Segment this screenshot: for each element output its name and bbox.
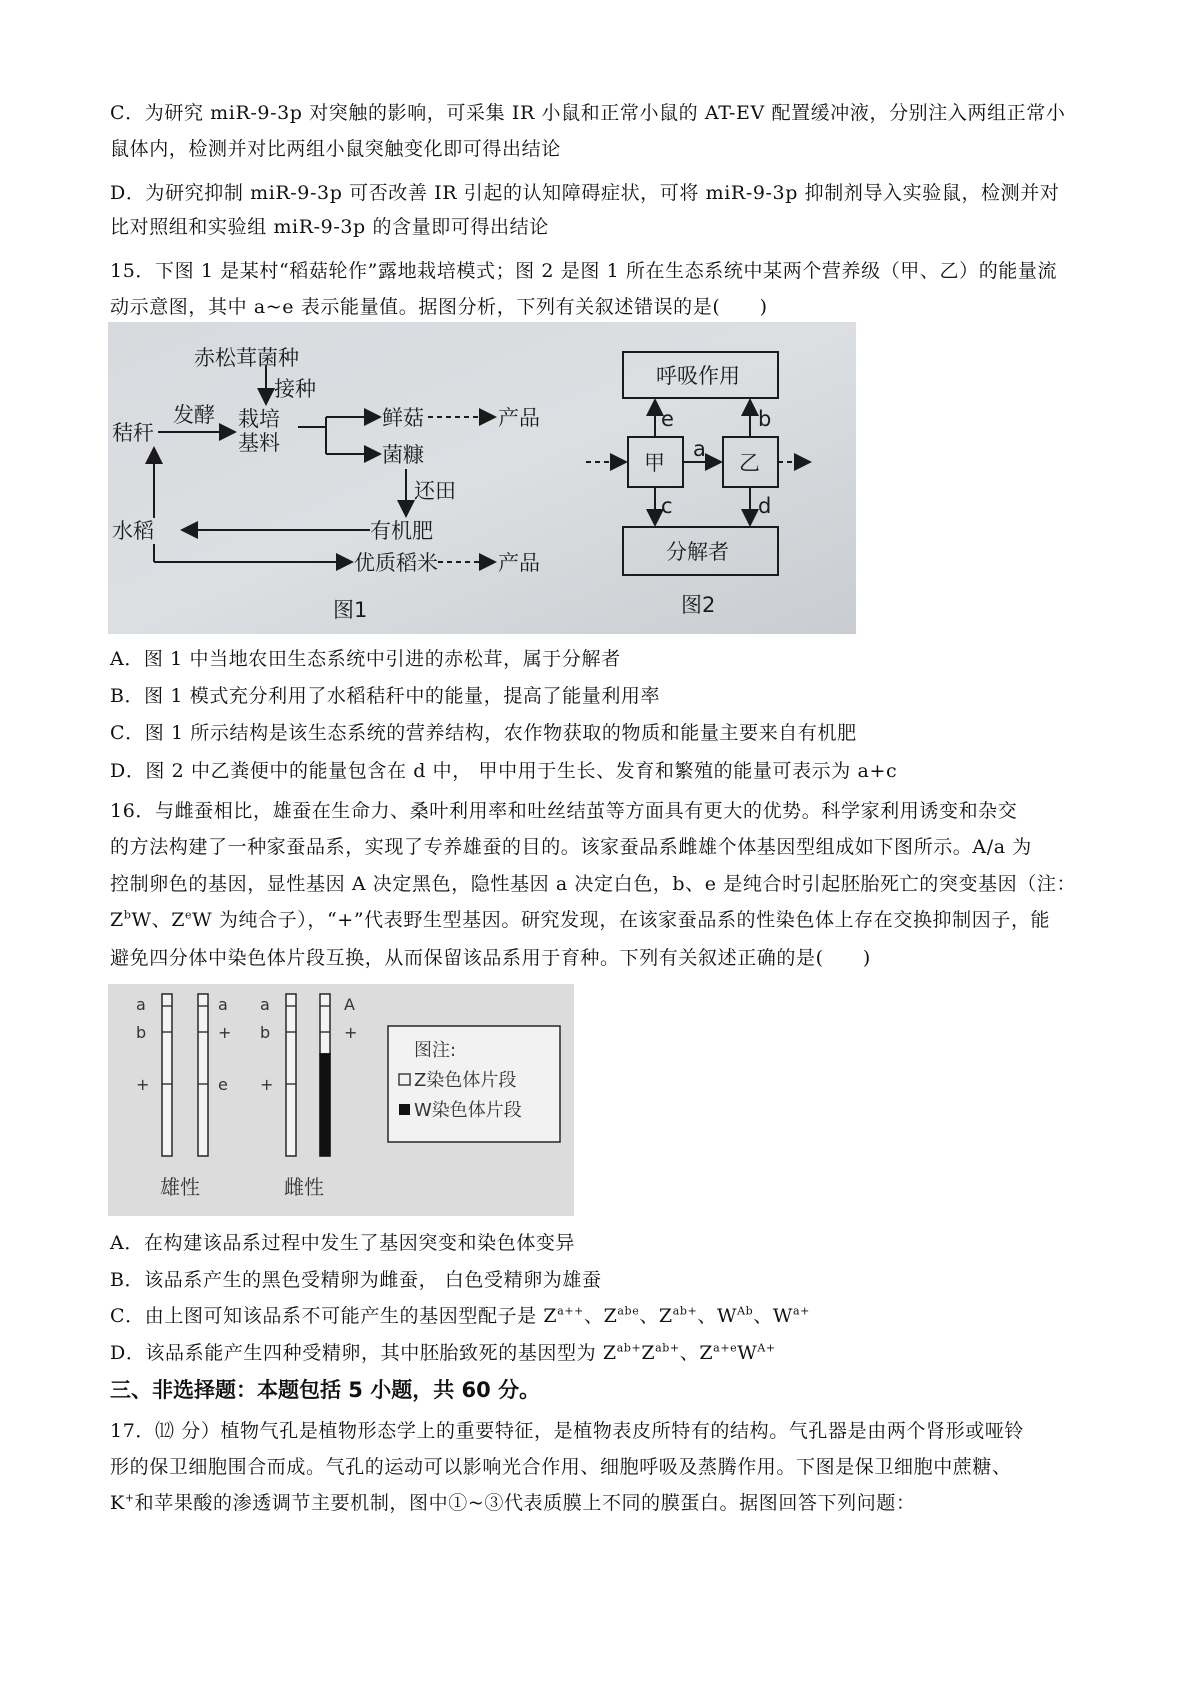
fig2-a-label: a bbox=[693, 437, 706, 461]
q16-stem-line4: $Z^bW$、$Z^eW$ 为纯合子），“+”代表野生型基因。研究发现，在该家蚕品系的性染色体上存在交换抑制因子，能 bbox=[110, 908, 1051, 931]
q16-option-a: A．在构建该品系过程中发生了基因突变和染色体变异 bbox=[110, 1232, 576, 1254]
section-3-heading: 三、非选择题：本题包括 5 小题，共 60 分。 bbox=[110, 1378, 541, 1402]
male-chr2-gene-3: e bbox=[218, 1075, 228, 1094]
fig2-c-label: c bbox=[661, 494, 673, 518]
q15-option-a: A．图 1 中当地农田生态系统中引进的赤松茸，属于分解者 bbox=[110, 648, 621, 670]
fig1-product2-label: 产品 bbox=[498, 551, 540, 575]
legend-z-label: Z染色体片段 bbox=[414, 1070, 517, 1091]
q14-option-d-line1: D．为研究抑制 miR-9-3p 可否改善 IR 引起的认知障碍症状，可将 miR-9-3p 抑制剂导入实验鼠，检测并对 bbox=[110, 182, 1060, 204]
q16-option-d: D．该品系能产生四种受精卵，其中胚胎致死的基因型为 $Z^{ab+}Z^{ab+}$、$Z^{a+e}W^{A+}$ bbox=[110, 1341, 776, 1364]
q16-chromosome-figure bbox=[108, 984, 574, 1216]
fig1-inoculate-label: 接种 bbox=[274, 377, 316, 401]
fig1-straw-label: 秸秆 bbox=[112, 421, 154, 445]
legend-w-swatch bbox=[399, 1104, 410, 1115]
q16-option-c: C．由上图可知该品系不可能产生的基因型配子是 $Z^{a++}$、$Z^{abe}$、$Z^{ab+}$、$W^{Ab}$、$W^{a+}$ bbox=[110, 1304, 810, 1327]
q17-line3: K+和苹果酸的渗透调节主要机制，图中①~③代表质膜上不同的膜蛋白。据图回答下列问题： bbox=[110, 1491, 916, 1514]
fig2-respiration-label: 呼吸作用 bbox=[656, 364, 740, 388]
legend-z-swatch bbox=[399, 1074, 410, 1085]
legend-w-label: W染色体片段 bbox=[414, 1100, 522, 1121]
fig1-caption: 图1 bbox=[333, 598, 368, 622]
fig2-caption: 图2 bbox=[681, 593, 716, 617]
q14-option-c-line2: 鼠体内，检测并对比两组小鼠突触变化即可得出结论 bbox=[110, 138, 561, 160]
q15-option-b: B．图 1 模式充分利用了水稻秸秆中的能量，提高了能量利用率 bbox=[110, 685, 661, 707]
fig1-manure-label: 有机肥 bbox=[370, 519, 433, 543]
q15-figure bbox=[108, 322, 856, 634]
fig1-substrate-label2: 基料 bbox=[238, 431, 280, 455]
q14-option-c-line1: C．为研究 miR-9-3p 对突触的影响，可采集 IR 小鼠和正常小鼠的 AT-EV 配置缓冲液，分别注入两组正常小 bbox=[110, 102, 1066, 124]
female-chr1-gene-1: a bbox=[260, 995, 270, 1014]
q16-option-b: B．该品系产生的黑色受精卵为雌蚕， 白色受精卵为雄蚕 bbox=[110, 1269, 602, 1291]
q16-stem-line1: 16．与雌蚕相比，雄蚕在生命力、桑叶利用率和吐丝结茧等方面具有更大的优势。科学家利用诱变和杂交 bbox=[110, 800, 1018, 822]
female-chr1-gene-3: + bbox=[260, 1075, 274, 1094]
male-chromosome-2 bbox=[198, 994, 208, 1156]
q17-line1: 17．⑿ 分）植物气孔是植物形态学上的重要特征，是植物表皮所特有的结构。气孔器是由两个肾形或哑铃 bbox=[110, 1420, 1025, 1442]
fig2-jia-label: 甲 bbox=[644, 451, 665, 475]
fig1-quality-rice-label: 优质稻米 bbox=[354, 551, 438, 575]
male-chr1-gene-2: b bbox=[136, 1023, 147, 1042]
fig1-substrate-label: 栽培 bbox=[238, 407, 280, 431]
legend-title: 图注: bbox=[414, 1040, 457, 1061]
fig1-ferment-label: 发酵 bbox=[173, 403, 215, 427]
q15-stem-line2: 动示意图，其中 a~e 表示能量值。据图分析，下列有关叙述错误的是( ) bbox=[110, 296, 768, 318]
q17-line2: 形的保卫细胞围合而成。气孔的运动可以影响光合作用、细胞呼吸及蒸腾作用。下图是保卫细胞中蔗糖、 bbox=[110, 1456, 1012, 1478]
male-chr2-gene-2: + bbox=[218, 1023, 232, 1042]
female-chromosome-1 bbox=[286, 994, 296, 1156]
q16-stem-line2: 的方法构建了一种家蚕品系，实现了专养雄蚕的目的。该家蚕品系雌雄个体基因型组成如下图所示。A/a 为 bbox=[110, 836, 1032, 858]
q14-option-d-line2: 比对照组和实验组 miR-9-3p 的含量即可得出结论 bbox=[110, 216, 549, 238]
male-chr1-gene-1: a bbox=[136, 995, 146, 1014]
fig2-decomposer-label: 分解者 bbox=[666, 540, 729, 564]
q15-option-d: D．图 2 中乙粪便中的能量包含在 d 中， 甲中用于生长、发育和繁殖的能量可表示为 a+c bbox=[110, 760, 898, 782]
fig1-return-label: 还田 bbox=[414, 479, 456, 503]
male-label: 雄性 bbox=[160, 1175, 200, 1199]
female-chr1-gene-2: b bbox=[260, 1023, 271, 1042]
female-chr2-gene-2: + bbox=[344, 1023, 358, 1042]
female-label: 雌性 bbox=[284, 1175, 324, 1199]
q16-stem-line5: 避免四分体中染色体片段互换，从而保留该品系用于育种。下列有关叙述正确的是( ) bbox=[110, 947, 871, 969]
female-chromosome-2-z bbox=[320, 994, 330, 1054]
fig1-spawn-label: 赤松茸菌种 bbox=[194, 346, 299, 370]
female-chr2-gene-1: A bbox=[344, 995, 355, 1014]
male-chr1-gene-3: + bbox=[136, 1075, 150, 1094]
fig1-bran-label: 菌糠 bbox=[382, 443, 424, 467]
fig2-d-label: d bbox=[758, 494, 772, 518]
male-chromosome-1 bbox=[162, 994, 172, 1156]
fig2-b-label: b bbox=[758, 407, 772, 431]
fig2-yi-label: 乙 bbox=[739, 451, 760, 475]
male-chr2-gene-1: a bbox=[218, 995, 228, 1014]
q15-option-c: C．图 1 所示结构是该生态系统的营养结构，农作物获取的物质和能量主要来自有机肥 bbox=[110, 722, 857, 744]
q15-stem-line1: 15．下图 1 是某村“稻菇轮作”露地栽培模式；图 2 是图 1 所在生态系统中某两个营养级（甲、乙）的能量流 bbox=[110, 260, 1058, 282]
female-chromosome-2-w bbox=[320, 1054, 330, 1156]
fig1-product-label: 产品 bbox=[498, 406, 540, 430]
q16-stem-line3: 控制卵色的基因，显性基因 A 决定黑色，隐性基因 a 决定白色，b、e 是纯合时引起胚胎死亡的突变基因（注： bbox=[110, 873, 1077, 895]
fig2-e-label: e bbox=[661, 407, 674, 431]
fig1-rice-plant-label: 水稻 bbox=[112, 519, 154, 543]
fig1-fresh-mushroom-label: 鲜菇 bbox=[382, 406, 424, 430]
